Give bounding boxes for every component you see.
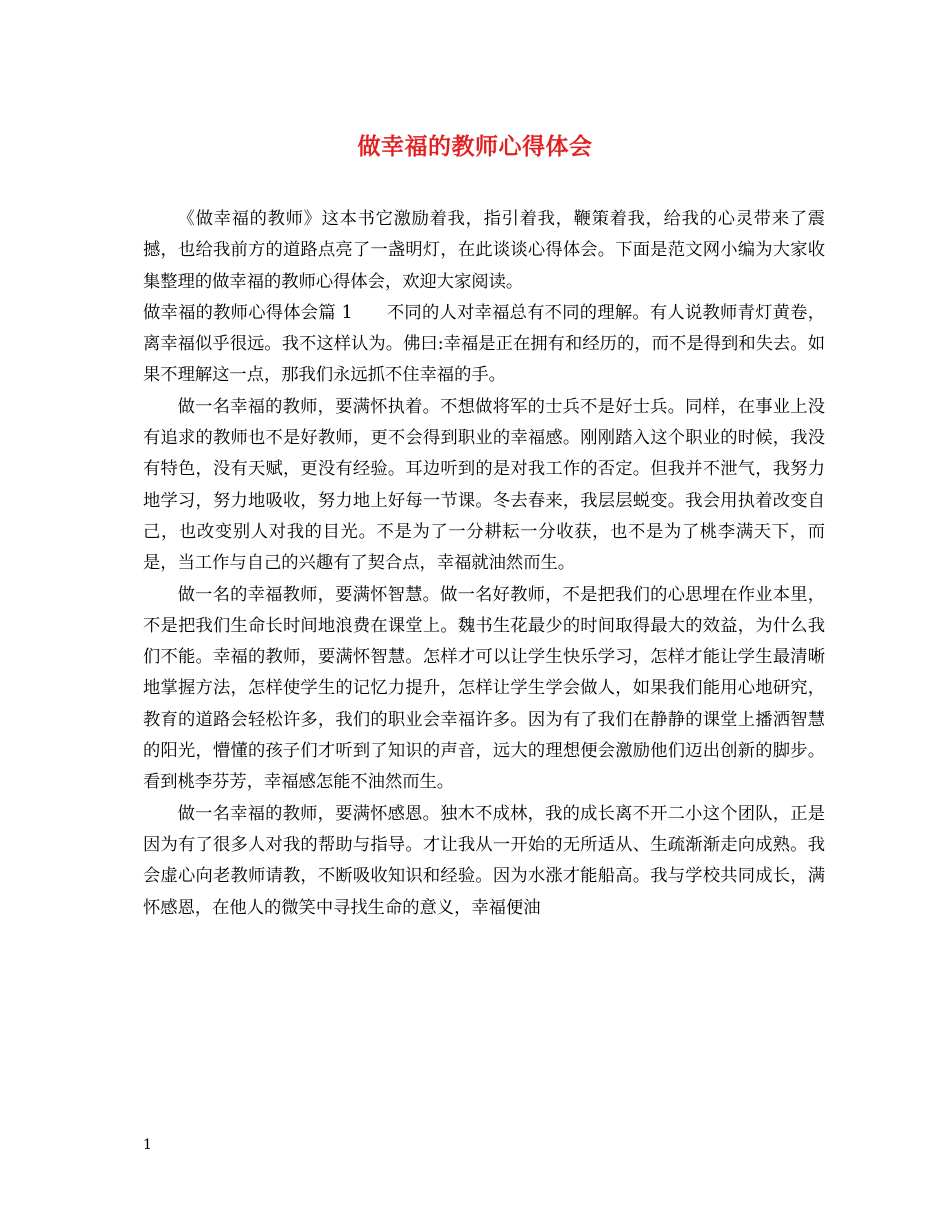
document-title: 做幸福的教师心得体会: [357, 133, 593, 160]
section-heading: 做幸福的教师心得体会篇 1: [143, 302, 353, 323]
document-body: [143, 204, 825, 924]
body-paragraph: 做一名幸福的教师，要满怀执着。不想做将军的士兵不是好士兵。同样，在事业上没有追求的教师也不是好教师，更不会得到职业的幸福感。刚刚踏入这个职业的时候，我没有特色，没有天赋，更没有经验。耳边听到的是对我工作的否定。但我并不泄气，我努力地学习，努力地吸收，努力地上好每一节课。冬去春来，我层层蜕变。我会用执着改变自己，也改变别人对我的目光。不是为了一分耕耘一分收获，也不是为了桃李满天下，而是，当工作与自己的兴趣有了契合点，幸福就油然而生。: [143, 396, 825, 574]
body-paragraph: 做一名的幸福教师，要满怀智慧。做一名好教师，不是把我们的心思埋在作业本里，不是把我们生命长时间地浪费在课堂上。魏书生花最少的时间取得最大的效益，为什么我们不能。幸福的教师，要满怀智慧。怎样才可以让学生快乐学习，怎样才能让学生最清晰地掌握方法，怎样使学生的记忆力提升，怎样让学生学会做人，如果我们能用心地研究，教育的道路会轻松许多，我们的职业会幸福许多。因为有了我们在静静的课堂上播洒智慧的阳光，懵懂的孩子们才听到了知识的声音，远大的理想便会激励他们迈出创新的脚步。看到桃李芬芳，幸福感怎能不油然而生。: [143, 584, 825, 793]
page-number: 1: [143, 1137, 152, 1153]
section-paragraph: [143, 298, 825, 392]
intro-paragraph: 《做幸福的教师》这本书它激励着我，指引着我，鞭策着我，给我的心灵带来了震撼，也给我前方的道路点亮了一盏明灯，在此谈谈心得体会。下面是范文网小编为大家收集整理的做幸福的教师心得体会，欢迎大家阅读。: [143, 209, 825, 292]
body-paragraph: 做一名幸福的教师，要满怀感恩。独木不成林，我的成长离不开二小这个团队，正是因为有了很多人对我的帮助与指导。才让我从一开始的无所适从、生疏渐渐走向成熟。我会虚心向老教师请教，不断吸收知识和经验。因为水涨才能船高。我与学校共同成长，满怀感恩，在他人的微笑中寻找生命的意义，幸福便油: [143, 803, 825, 918]
section-first-paragraph: 不同的人对幸福总有不同的理解。有人说教师青灯黄卷，离幸福似乎很远。我不这样认为。佛曰:幸福是正在拥有和经历的，而不是得到和失去。如果不理解这一点，那我们永远抓不住幸福的手。: [143, 302, 825, 386]
